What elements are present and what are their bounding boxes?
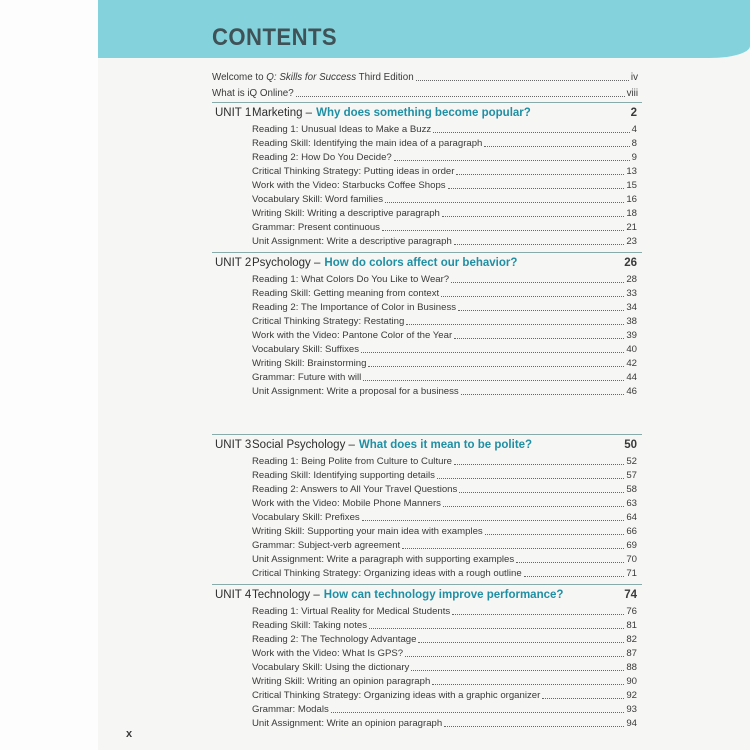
dot-leader (444, 726, 624, 727)
toc-entry (252, 236, 637, 248)
toc-entry (252, 316, 637, 328)
entry-label-text: What is iQ Online? (212, 88, 294, 99)
toc-entry (252, 540, 637, 552)
toc-entry (252, 568, 637, 580)
dot-leader (454, 244, 625, 245)
entry-page: viii (626, 88, 638, 99)
unit-question: How can technology improve performance? (323, 589, 564, 601)
entry-label: Reading 1: Being Polite from Culture to Culture (252, 456, 452, 467)
dot-leader (461, 394, 625, 395)
page-number: x (126, 728, 133, 740)
unit-number: UNIT 3 (215, 439, 252, 451)
entry-label: Reading Skill: Identifying supporting details (252, 470, 435, 481)
entry-label: Writing Skill: Brainstorming (252, 358, 367, 369)
unit-subject: Technology – (252, 589, 320, 601)
dot-leader (437, 478, 624, 479)
toc-entry (252, 690, 637, 702)
entry-label-text-post: Third Edition (356, 72, 414, 83)
entry-label: Vocabulary Skill: Prefixes (252, 512, 360, 523)
dot-leader (448, 188, 625, 189)
entry-page: 82 (626, 634, 637, 645)
entry-page: 21 (626, 222, 637, 233)
entry-page: 8 (631, 138, 637, 149)
toc-entry (252, 288, 637, 300)
dot-leader (524, 576, 625, 577)
front-matter-entry (212, 88, 638, 100)
toc-entry (252, 470, 637, 482)
toc-entry (252, 222, 637, 234)
toc-entry (252, 662, 637, 674)
unit-page: 50 (624, 439, 637, 451)
toc-entry (252, 166, 637, 178)
entry-page: 92 (626, 690, 637, 701)
entry-page: 70 (626, 554, 637, 565)
entry-label: Reading 1: Virtual Reality for Medical Students (252, 606, 451, 617)
entry-label: Critical Thinking Strategy: Restating (252, 316, 405, 327)
dot-leader (411, 670, 624, 671)
toc-entry (252, 676, 637, 688)
dot-leader (452, 614, 624, 615)
unit-subject: Psychology – (252, 257, 321, 269)
dot-leader (484, 146, 629, 147)
toc-entry (252, 526, 637, 538)
toc-entry (252, 718, 637, 730)
entry-label: Work with the Video: Pantone Color of the Year (252, 330, 453, 341)
dot-leader (432, 684, 624, 685)
entry-label: Reading 1: What Colors Do You Like to Wear? (252, 274, 450, 285)
toc-entry (252, 358, 637, 370)
entry-page: 38 (626, 316, 637, 327)
entry-page: 16 (626, 194, 637, 205)
entry-page: 18 (626, 208, 637, 219)
entry-label: Reading Skill: Taking notes (252, 620, 368, 631)
entry-label: Writing Skill: Supporting your main idea with examples (252, 526, 483, 537)
toc-entry (252, 180, 637, 192)
dot-leader (458, 310, 624, 311)
entry-page: 9 (631, 152, 637, 163)
entry-page: 88 (626, 662, 637, 673)
entry-label: Reading Skill: Identifying the main idea of a paragraph (252, 138, 483, 149)
unit-page: 2 (630, 107, 637, 119)
entry-label: Critical Thinking Strategy: Organizing ideas with a graphic organizer (252, 690, 541, 701)
entry-page: 90 (626, 676, 637, 687)
dot-leader (382, 230, 624, 231)
unit-heading (215, 438, 637, 452)
dot-leader (516, 562, 624, 563)
entry-page: 69 (626, 540, 637, 551)
entry-label: Grammar: Present continuous (252, 222, 380, 233)
entry-label: Work with the Video: What Is GPS? (252, 648, 404, 659)
unit-heading (215, 256, 637, 270)
unit-number: UNIT 4 (215, 589, 252, 601)
entry-page: 28 (626, 274, 637, 285)
entry-label: Vocabulary Skill: Word families (252, 194, 383, 205)
entry-label: Critical Thinking Strategy: Organizing ideas with a rough outline (252, 568, 522, 579)
dot-leader (416, 80, 629, 81)
entry-page: 46 (626, 386, 637, 397)
toc-entry (252, 138, 637, 150)
entry-label: Grammar: Modals (252, 704, 329, 715)
toc-entry (252, 456, 637, 468)
front-matter-entry (212, 72, 638, 84)
entry-page: 93 (626, 704, 637, 715)
dot-leader (454, 338, 624, 339)
entry-page: 58 (626, 484, 637, 495)
dot-leader (433, 132, 629, 133)
toc-entry (252, 124, 637, 136)
entry-label: Unit Assignment: Write a proposal for a business (252, 386, 459, 397)
entry-page: 76 (626, 606, 637, 617)
entry-label: Reading Skill: Getting meaning from context (252, 288, 440, 299)
unit-divider (212, 434, 642, 435)
unit-subject: Marketing – (252, 107, 313, 119)
page-title: CONTENTS (212, 24, 338, 51)
entry-page: iv (630, 72, 638, 83)
entry-page: 13 (626, 166, 637, 177)
dot-leader (385, 202, 624, 203)
dot-leader (451, 282, 624, 283)
entry-label: Reading 2: How Do You Decide? (252, 152, 392, 163)
dot-leader (296, 96, 625, 97)
entry-label: Unit Assignment: Write a paragraph with supporting examples (252, 554, 515, 565)
entry-page: 15 (626, 180, 637, 191)
entry-label: Work with the Video: Starbucks Coffee Shops (252, 180, 446, 191)
unit-divider (212, 252, 642, 253)
dot-leader (394, 160, 630, 161)
dot-leader (402, 548, 624, 549)
unit-number: UNIT 1 (215, 107, 252, 119)
entry-page: 23 (626, 236, 637, 247)
dot-leader (362, 520, 625, 521)
entry-label: Vocabulary Skill: Suffixes (252, 344, 360, 355)
toc-entry (252, 386, 637, 398)
unit-divider (212, 584, 642, 585)
dot-leader (405, 656, 624, 657)
entry-page: 4 (631, 124, 637, 135)
toc-entry (252, 330, 637, 342)
toc-entry (252, 372, 637, 384)
dot-leader (406, 324, 624, 325)
entry-page: 33 (626, 288, 637, 299)
entry-label: Reading 2: The Importance of Color in Business (252, 302, 457, 313)
dot-leader (363, 380, 624, 381)
toc-entry (252, 208, 637, 220)
toc-entry (252, 344, 637, 356)
entry-page: 34 (626, 302, 637, 313)
dot-leader (442, 216, 624, 217)
toc-entry (252, 634, 637, 646)
toc-entry (252, 512, 637, 524)
entry-page: 71 (626, 568, 637, 579)
toc-entry (252, 648, 637, 660)
toc-entry (252, 152, 637, 164)
entry-label: Reading 1: Unusual Ideas to Make a Buzz (252, 124, 432, 135)
entry-label: Unit Assignment: Write a descriptive paragraph (252, 236, 452, 247)
dot-leader (418, 642, 624, 643)
entry-page: 44 (626, 372, 637, 383)
entry-page: 52 (626, 456, 637, 467)
unit-question: Why does something become popular? (316, 107, 531, 119)
dot-leader (542, 698, 624, 699)
entry-label: Vocabulary Skill: Using the dictionary (252, 662, 410, 673)
header-band (98, 0, 750, 58)
entry-label-italic: Q: Skills for Success (266, 72, 357, 83)
toc-entry (252, 302, 637, 314)
unit-number: UNIT 2 (215, 257, 252, 269)
toc-entry (252, 274, 637, 286)
entry-label: Writing Skill: Writing a descriptive paragraph (252, 208, 440, 219)
unit-page: 74 (624, 589, 637, 601)
entry-page: 81 (626, 620, 637, 631)
dot-leader (485, 534, 625, 535)
dot-leader (441, 296, 624, 297)
entry-label (212, 72, 414, 84)
entry-page: 94 (626, 718, 637, 729)
toc-entry (252, 484, 637, 496)
toc-entry (252, 194, 637, 206)
entry-label: Grammar: Future with will (252, 372, 362, 383)
dot-leader (443, 506, 624, 507)
entry-page: 57 (626, 470, 637, 481)
entry-label: Writing Skill: Writing an opinion paragraph (252, 676, 431, 687)
entry-page: 39 (626, 330, 637, 341)
unit-heading (215, 588, 637, 602)
dot-leader (369, 628, 624, 629)
entry-label (212, 88, 294, 100)
unit-question: What does it mean to be polite? (358, 439, 533, 451)
entry-label: Grammar: Subject-verb agreement (252, 540, 401, 551)
entry-label: Unit Assignment: Write an opinion paragraph (252, 718, 443, 729)
entry-label-text: Welcome to (212, 72, 267, 83)
entry-page: 87 (626, 648, 637, 659)
entry-page: 66 (626, 526, 637, 537)
unit-page: 26 (624, 257, 637, 269)
entry-page: 63 (626, 498, 637, 509)
toc-entry (252, 704, 637, 716)
unit-heading (215, 106, 637, 120)
toc-entry (252, 606, 637, 618)
entry-label: Reading 2: Answers to All Your Travel Questions (252, 484, 458, 495)
unit-question: How do colors affect our behavior? (324, 257, 518, 269)
dot-leader (331, 712, 625, 713)
entry-label: Work with the Video: Mobile Phone Manners (252, 498, 441, 509)
toc-entry (252, 498, 637, 510)
toc-entry (252, 620, 637, 632)
entry-label: Critical Thinking Strategy: Putting ideas in order (252, 166, 455, 177)
dot-leader (459, 492, 624, 493)
unit-subject: Social Psychology – (252, 439, 355, 451)
dot-leader (456, 174, 624, 175)
toc-entry (252, 554, 637, 566)
dot-leader (361, 352, 624, 353)
unit-divider (212, 102, 642, 103)
dot-leader (368, 366, 624, 367)
dot-leader (454, 464, 624, 465)
entry-page: 64 (626, 512, 637, 523)
entry-label: Reading 2: The Technology Advantage (252, 634, 417, 645)
entry-page: 42 (626, 358, 637, 369)
entry-page: 40 (626, 344, 637, 355)
